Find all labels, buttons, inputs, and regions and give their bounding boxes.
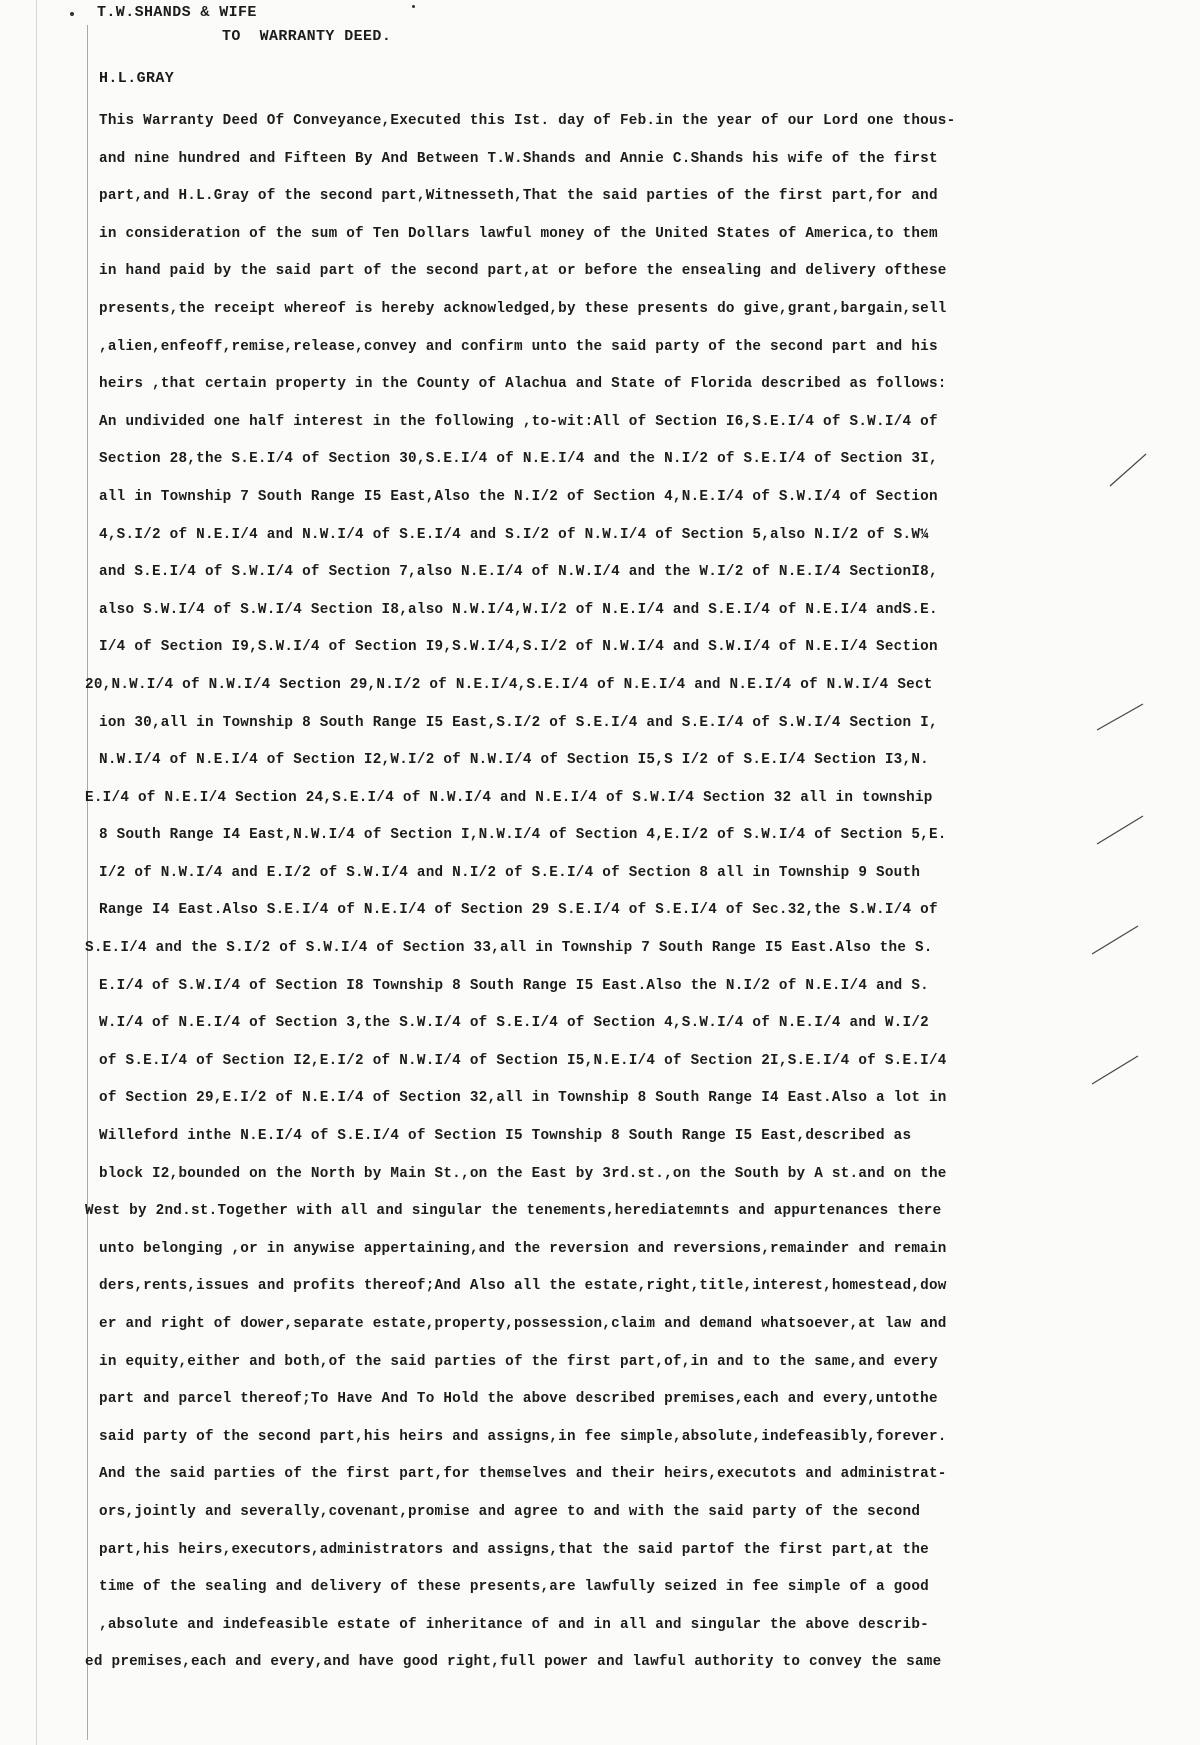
deed-line: and nine hundred and Fifteen By And Between T.W.Shands and Annie C.Shands his wife of the first [99,150,938,167]
deed-line: in equity,either and both,of the said parties of the first part,of,in and to the same,and every [99,1353,938,1370]
deed-line: ,alien,enfeoff,remise,release,convey and confirm unto the said party of the second part and his [99,338,938,355]
deed-line: I/4 of Section I9,S.W.I/4 of Section I9,S.W.I/4,S.I/2 of N.W.I/4 and S.W.I/4 of N.E.I/4 Section [99,639,938,656]
deed-line: and S.E.I/4 of S.W.I/4 of Section 7,also N.E.I/4 of N.W.I/4 and the W.I/2 of N.E.I/4 SectionI8, [99,564,938,581]
margin-check-mark [1095,700,1145,740]
deed-line: ion 30,all in Township 8 South Range I5 East,S.I/2 of S.E.I/4 and S.E.I/4 of S.W.I/4 Section I, [99,714,938,731]
deed-line: West by 2nd.st.Together with all and singular the tenements,herediatemnts and appurtenances there [85,1203,942,1220]
margin-check-mark [1108,450,1148,490]
deed-line: of S.E.I/4 of Section I2,E.I/2 of N.W.I/4 of Section I5,N.E.I/4 of Section 2I,S.E.I/4 of S.E.I/4 [99,1052,947,1069]
deed-line: ors,jointly and severally,covenant,promise and agree to and with the said party of the second [99,1503,921,1520]
deed-line: ders,rents,issues and profits thereof;And Also all the estate,right,title,interest,homestead,dow [99,1278,947,1295]
deed-line: part,his heirs,executors,administrators and assigns,that the said partof the first part,at the [99,1541,929,1558]
deed-line: I/2 of N.W.I/4 and E.I/2 of S.W.I/4 and N.I/2 of S.E.I/4 of Section 8 all in Township 9 South [99,864,921,881]
parties-line: T.W.SHANDS & WIFE [97,4,257,21]
deed-line: An undivided one half interest in the following ,to-wit:All of Section I6,S.E.I/4 of S.W.I/4 of [99,413,938,430]
deed-line: E.I/4 of S.W.I/4 of Section I8 Township 8 South Range I5 East.Also the N.I/2 of N.E.I/4 and S. [99,977,929,994]
deed-line: 20,N.W.I/4 of N.W.I/4 Section 29,N.I/2 of N.E.I/4,S.E.I/4 of N.E.I/4 and N.E.I/4 of N.W.I/4 Sect [85,676,933,693]
deed-line: also S.W.I/4 of S.W.I/4 Section I8,also N.W.I/4,W.I/2 of N.E.I/4 and S.E.I/4 of N.E.I/4 andS.E. [99,601,938,618]
deed-line: Range I4 East.Also S.E.I/4 of N.E.I/4 of Section 29 S.E.I/4 of S.E.I/4 of Sec.32,the S.W.I/4 of [99,902,938,919]
deed-line: of Section 29,E.I/2 of N.E.I/4 of Section 32,all in Township 8 South Range I4 East.Also a lot in [99,1090,947,1107]
deed-type-line: TO WARRANTY DEED. [222,28,392,45]
deed-line: unto belonging ,or in anywise appertaining,and the reversion and reversions,remainder and remain [99,1240,947,1257]
deed-line: 8 South Range I4 East,N.W.I/4 of Section I,N.W.I/4 of Section 4,E.I/2 of S.W.I/4 of Section 5,E. [99,827,947,844]
deed-line: block I2,bounded on the North by Main St.,on the East by 3rd.st.,on the South by A st.and on the [99,1165,947,1182]
deed-line: S.E.I/4 and the S.I/2 of S.W.I/4 of Section 33,all in Township 7 South Range I5 East.Also the S. [85,940,933,957]
deed-line: N.W.I/4 of N.E.I/4 of Section I2,W.I/2 of N.W.I/4 of Section I5,S I/2 of S.E.I/4 Section I3,N. [99,752,929,769]
deed-line: 4,S.I/2 of N.E.I/4 and N.W.I/4 of S.E.I/4 and S.I/2 of N.W.I/4 of Section 5,also N.I/2 of S.W¼ [99,526,929,543]
deed-line: said party of the second part,his heirs and assigns,in fee simple,absolute,indefeasibly,forever. [99,1428,947,1445]
deed-line: E.I/4 of N.E.I/4 Section 24,S.E.I/4 of N.W.I/4 and N.E.I/4 of S.W.I/4 Section 32 all in township [85,789,933,806]
deed-line: all in Township 7 South Range I5 East,Also the N.I/2 of Section 4,N.E.I/4 of S.W.I/4 of Section [99,488,938,505]
margin-check-mark [1090,920,1140,960]
deed-body [85,103,1084,1682]
deed-line: And the said parties of the first part,for themselves and their heirs,executots and administrat- [99,1466,947,1483]
deed-line: heirs ,that certain property in the County of Alachua and State of Florida described as follows: [99,376,947,393]
deed-line: in consideration of the sum of Ten Dollars lawful money of the United States of America,to them [99,225,938,242]
deed-line: presents,the receipt whereof is hereby acknowledged,by these presents do give,grant,bargain,sell [99,300,947,317]
deed-line: time of the sealing and delivery of these presents,are lawfully seized in fee simple of a good [99,1579,929,1596]
page-left-edge [36,0,37,1745]
punch-dot [70,12,74,16]
deed-line: Willeford inthe N.E.I/4 of S.E.I/4 of Section I5 Township 8 South Range I5 East,described as [99,1128,912,1145]
speck [412,5,415,8]
margin-check-mark [1095,810,1145,850]
margin-rule [87,25,88,1740]
deed-line: in hand paid by the said part of the second part,at or before the ensealing and delivery ofthese [99,263,947,280]
deed-line: W.I/4 of N.E.I/4 of Section 3,the S.W.I/4 of S.E.I/4 of Section 4,S.W.I/4 of N.E.I/4 and W.I/2 [99,1015,929,1032]
deed-line: Section 28,the S.E.I/4 of Section 30,S.E.I/4 of N.E.I/4 and the N.I/2 of S.E.I/4 of Section 3I, [99,451,938,468]
deed-line: ed premises,each and every,and have good right,full power and lawful authority to convey the same [85,1654,942,1671]
deed-line: ,absolute and indefeasible estate of inheritance of and in all and singular the above describ- [99,1616,929,1633]
deed-line: part,and H.L.Gray of the second part,Witnesseth,That the said parties of the first part,for and [99,188,938,205]
deed-line: er and right of dower,separate estate,property,possession,claim and demand whatsoever,at law and [99,1316,947,1332]
margin-check-mark [1090,1050,1140,1090]
deed-line: part and parcel thereof;To Have And To Hold the above described premises,each and every,untothe [99,1391,938,1408]
grantee-line: H.L.GRAY [99,70,175,87]
deed-line: This Warranty Deed Of Conveyance,Executed this Ist. day of Feb.in the year of our Lord one thous- [99,113,956,129]
